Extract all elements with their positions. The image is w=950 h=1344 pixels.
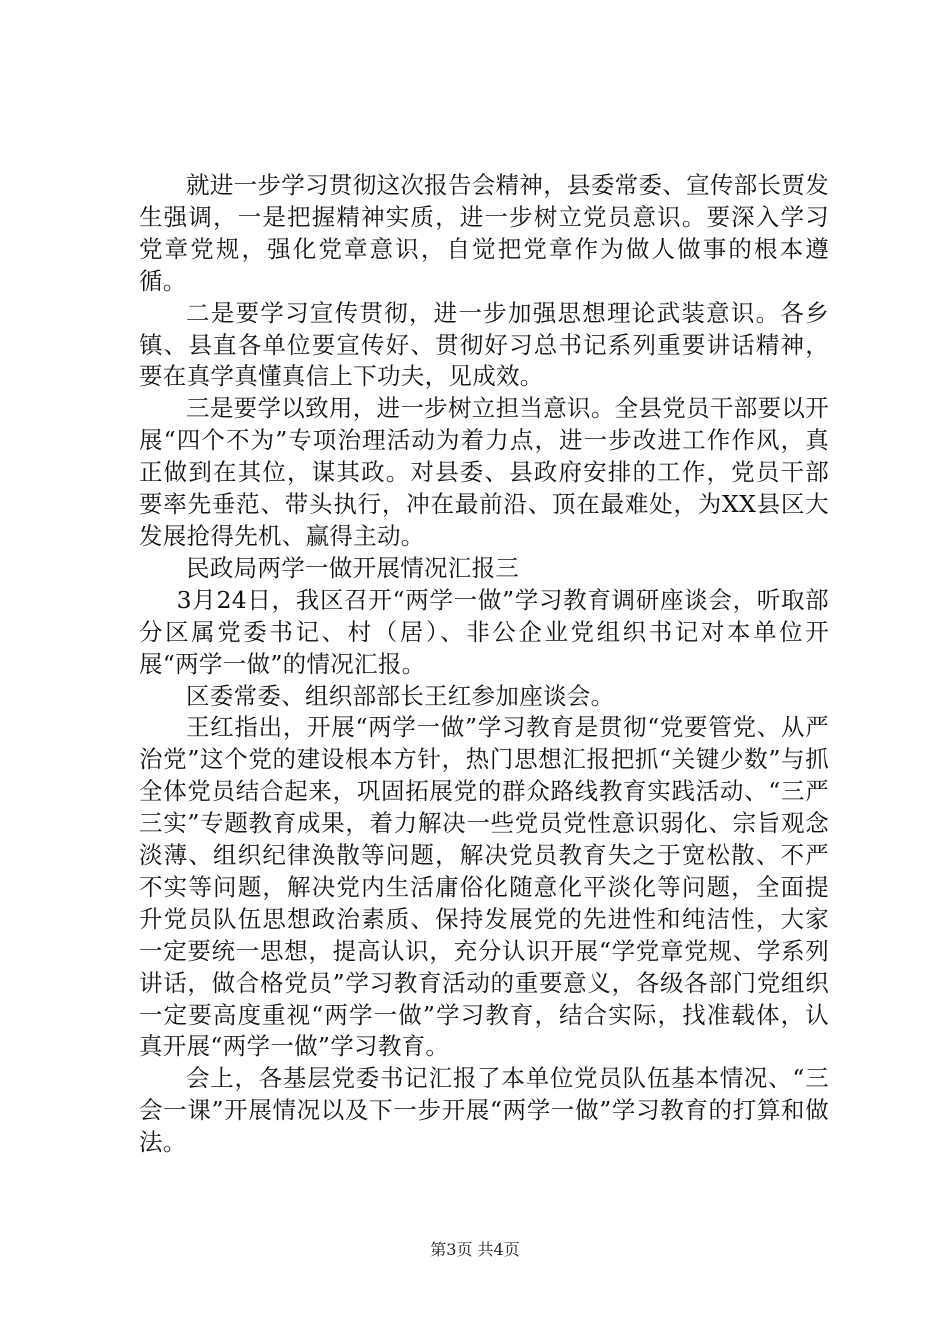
paragraph-6: 王红指出，开展“两学一做”学习教育是贯彻“党要管党、从严治党”这个党的建设根本方针，热门思想汇报把抓“关键少数”与抓全体党员结合起来，巩固拓展党的群众路线教育实践活动、“三严三实”专题教育成果，着力解决一些党员党性意识弱化、宗旨观念淡薄、组织纪律涣散等问题，解决党员教育失之于宽松散、不严不实等问题，解决党内生活庸俗化随意化平淡化等问题，全面提升党员队伍思想政治素质、保持发展党的先进性和纯洁性，大家一定要统一思想，提高认识，充分认识开展“学党章党规、学系列讲话，做合格党员”学习教育活动的重要意义，各级各部门党组织一定要高度重视“两学一做”学习教育，结合实际，找准载体，认真开展“两学一做”学习教育。 (139, 713, 829, 1061)
paragraph-7: 会上，各基层党委书记汇报了本单位党员队伍基本情况、“三会一课”开展情况以及下一步开展“两学一做”学习教育的打算和做法。 (139, 1064, 829, 1157)
document-body (139, 170, 829, 1159)
paragraph-3: 三是要学以致用，进一步树立担当意识。全县党员干部要以开展“四个不为”专项治理活动为着力点，进一步改进工作作风，真正做到在其位，谋其政。对县委、县政府安排的工作，党员干部要率先垂范、带头执行，冲在最前沿、顶在最难处，为XX县区大发展抢得先机、赢得主动。 (139, 394, 829, 550)
paragraph-2: 二是要学习宣传贯彻，进一步加强思想理论武装意识。各乡镇、县直各单位要宣传好、贯彻好习总书记系列重要讲话精神，要在真学真懂真信上下功夫，见成效。 (139, 298, 829, 391)
page-number-footer: 第3页 共4页 (430, 1240, 520, 1259)
paragraph-4: 3月24日，我区召开“两学一做”学习教育调研座谈会，听取部分区属党委书记、村（居）、非公企业党组织书记对本单位开展“两学一做”的情况汇报。 (139, 585, 829, 678)
paragraph-5: 区委常委、组织部部长王红参加座谈会。 (186, 681, 615, 710)
paragraph-1: 就进一步学习贯彻这次报告会精神，县委常委、宣传部长贾发生强调，一是把握精神实质，进一步树立党员意识。要深入学习党章党规，强化党章意识，自觉把党章作为做人做事的根本遵循。 (139, 171, 829, 295)
section-heading: 民政局两学一做开展情况汇报三 (186, 553, 520, 582)
